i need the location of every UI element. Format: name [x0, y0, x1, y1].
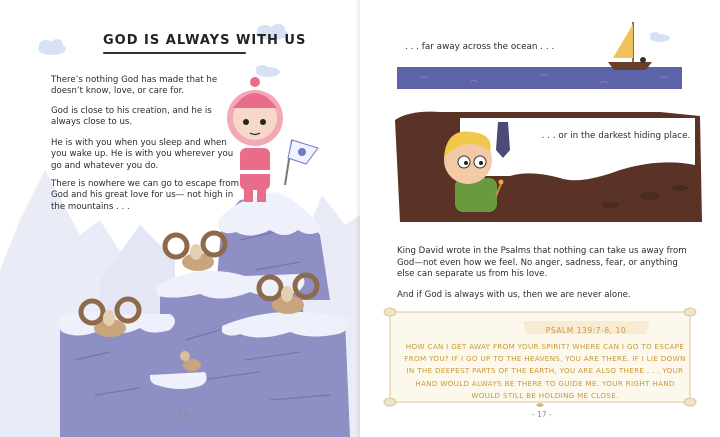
- ocean-caption: . . . far away across the ocean . . .: [405, 42, 555, 52]
- ocean: [397, 67, 682, 89]
- title-underline: [103, 52, 246, 54]
- cave-caption: . . . or in the darkest hiding place.: [541, 131, 691, 141]
- cloud-icon: [650, 32, 670, 42]
- page-number: - 17 -: [532, 410, 552, 419]
- scripture-text: HOW CAN I GET AWAY FROM YOUR SPIRIT? WHERE CAN I GO TO ESCAPE FROM YOU? IF I GO UP TO THE HEAVENS, YOU ARE THERE. IF I LIE DOWN IN THE DEEPEST PARTS OF THE EARTH, YOU ARE ALSO THERE . . . YOUR HAND WOULD ALWAYS BE THERE TO GUIDE ME. YOUR RIGHT HAND WOULD STILL BE HOLDING ME CLOSE.: [404, 342, 686, 400]
- sailboat: [608, 22, 652, 70]
- right-page: [360, 0, 720, 437]
- paragraph: And if God is always with us, then we are never alone.: [397, 290, 631, 300]
- paragraph: King David wrote in the Psalms that nothing can take us away from God—not even how we feel. No anger, sadness, fear, or anything else can separate us from his love.: [397, 246, 687, 280]
- cloud-icon: [256, 65, 280, 77]
- paragraph: There’s nothing God has made that he doesn’t know, love, or care for.: [51, 75, 218, 97]
- scripture-reference: PSALM 139:7-8, 10: [545, 326, 627, 335]
- page-number: - 16 -: [173, 410, 193, 419]
- paragraph: God is close to his creation, and he is always close to us.: [51, 106, 212, 128]
- cloud-icon: [38, 39, 66, 55]
- paragraph: There is nowhere we can go to escape from God and his great love for us— not high in the mountains . . .: [51, 179, 240, 212]
- page-title: GOD IS ALWAYS WITH US: [103, 33, 307, 48]
- paragraph: He is with you when you sleep and when you wake up. He is with you wherever you go and whatever you do.: [51, 138, 234, 171]
- heart-icon: [536, 403, 544, 407]
